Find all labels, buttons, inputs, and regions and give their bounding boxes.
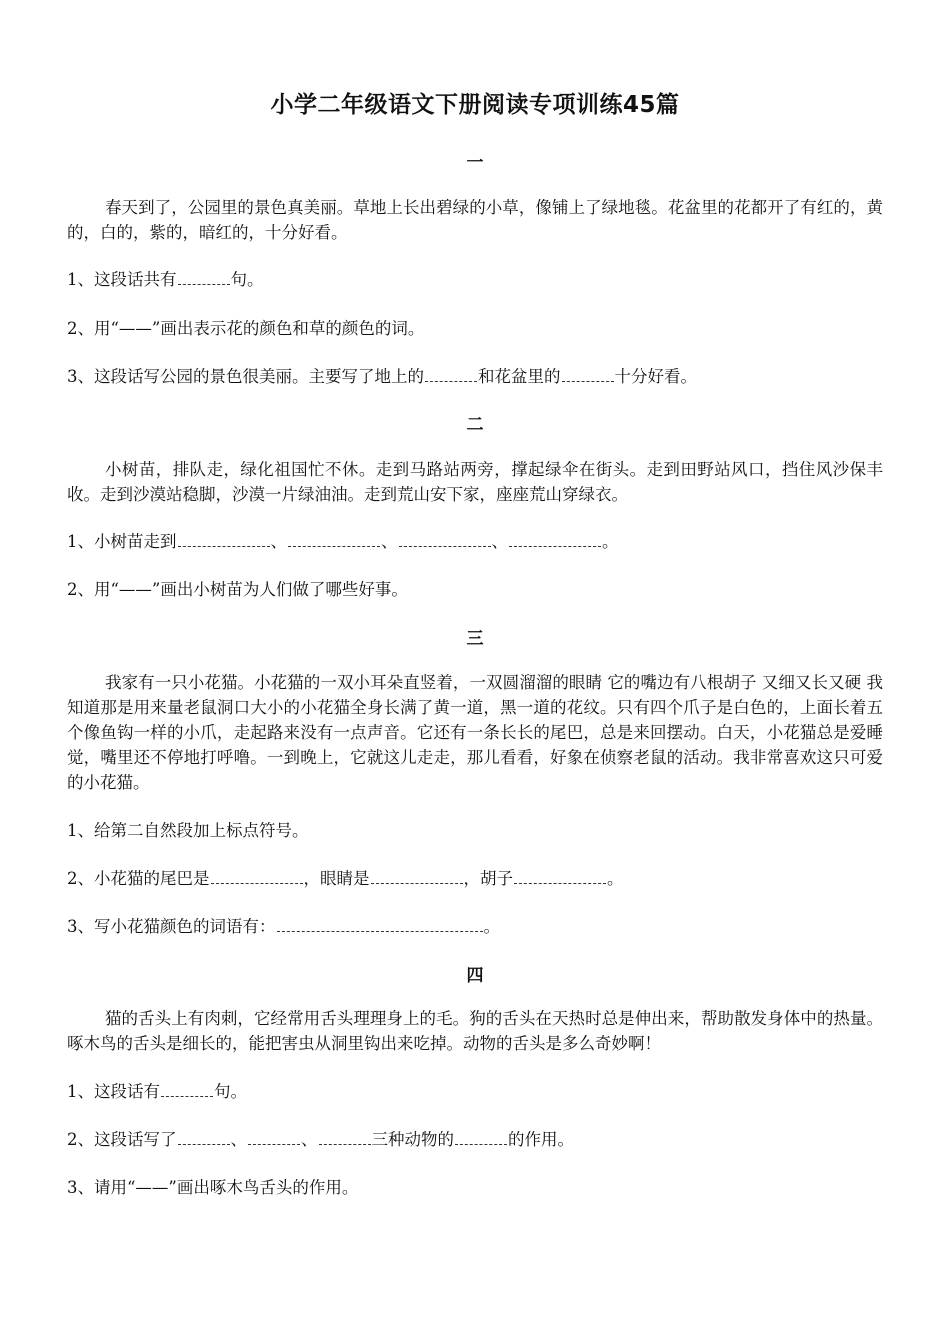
section-1-question-3 bbox=[67, 364, 883, 389]
answer-blank[interactable] bbox=[509, 545, 601, 547]
question-text: 的作用。 bbox=[508, 1130, 574, 1149]
question-text: 3、这段话写公园的景色很美丽。主要写了地上的 bbox=[67, 367, 424, 386]
answer-blank[interactable] bbox=[288, 545, 380, 547]
answer-blank[interactable] bbox=[211, 882, 303, 884]
section-2-paragraph: 小树苗，排队走，绿化祖国忙不休。走到马路站两旁，撑起绿伞在街头。走到田野站风口，挡住风沙保丰收。走到沙漠站稳脚，沙漠一片绿油油。走到荒山安下家，座座荒山穿绿衣。 bbox=[67, 460, 883, 504]
answer-blank[interactable] bbox=[248, 1143, 300, 1145]
question-text: 2、小花猫的尾巴是 bbox=[67, 869, 210, 888]
question-text: 。 bbox=[483, 917, 500, 936]
section-heading-2: 二 bbox=[466, 415, 484, 435]
question-text: 3、写小花猫颜色的词语有： bbox=[67, 917, 276, 936]
separator: 、 bbox=[270, 532, 287, 551]
answer-blank[interactable] bbox=[178, 545, 270, 547]
separator: 、 bbox=[381, 532, 398, 551]
separator: 、 bbox=[230, 1130, 247, 1149]
section-4-question-3: 3、请用“——”画出啄木鸟舌头的作用。 bbox=[67, 1178, 359, 1197]
question-text: ，眼睛是 bbox=[303, 869, 370, 888]
question-text: 句。 bbox=[230, 270, 264, 289]
section-3-question-3 bbox=[67, 914, 883, 939]
section-3-paragraph: 我家有一只小花猫。小花猫的一双小耳朵直竖着，一双圆溜溜的眼睛 它的嘴边有八根胡子 又细又长又硬 我知道那是用来量老鼠洞口大小的小花猫全身长满了黄一道，黑一道的花纹。只有四个爪子是白色的，上面长着五个像鱼钩一样的小爪，走起路来没有一点声音。它还有一条长长的尾巴，总是来回摆动。白天，小花猫总是爱睡觉，嘴里还不停地打呼噜。一到晚上，它就这儿走走，那儿看看，好象在侦察老鼠的活动。我非常喜欢这只可爱的小花猫。 bbox=[67, 673, 883, 792]
separator: 、 bbox=[301, 1130, 318, 1149]
section-2-question-2: 2、用“——”画出小树苗为人们做了哪些好事。 bbox=[67, 580, 408, 599]
question-text: 2、这段话写了 bbox=[67, 1130, 177, 1149]
section-heading-3: 三 bbox=[466, 629, 484, 649]
question-text: 1、这段话有 bbox=[67, 1082, 160, 1101]
answer-blank[interactable] bbox=[562, 380, 614, 382]
answer-blank[interactable] bbox=[178, 283, 230, 285]
question-text: ，胡子 bbox=[463, 869, 513, 888]
question-text: 。 bbox=[607, 869, 624, 888]
answer-blank[interactable] bbox=[425, 380, 477, 382]
section-2-question-1 bbox=[67, 529, 883, 554]
answer-blank[interactable] bbox=[161, 1095, 213, 1097]
question-text: 1、这段话共有 bbox=[67, 270, 177, 289]
answer-blank[interactable] bbox=[178, 1143, 230, 1145]
section-1-paragraph: 春天到了，公园里的景色真美丽。草地上长出碧绿的小草，像铺上了绿地毯。花盆里的花都开了有红的，黄的，白的，紫的，暗红的，十分好看。 bbox=[67, 198, 883, 242]
answer-blank[interactable] bbox=[514, 882, 606, 884]
question-text: 和花盆里的 bbox=[478, 367, 561, 386]
question-text: 1、小树苗走到 bbox=[67, 532, 177, 551]
question-text: 三种动物的 bbox=[371, 1130, 454, 1149]
section-4-question-2 bbox=[67, 1127, 883, 1152]
answer-blank[interactable] bbox=[277, 930, 483, 932]
separator: 、 bbox=[491, 532, 508, 551]
answer-blank[interactable] bbox=[371, 882, 463, 884]
section-1-question-2: 2、用“——”画出表示花的颜色和草的颜色的词。 bbox=[67, 319, 425, 338]
answer-blank[interactable] bbox=[455, 1143, 507, 1145]
section-1-question-1 bbox=[67, 267, 883, 292]
document-title: 小学二年级语文下册阅读专项训练45篇 bbox=[270, 92, 680, 118]
answer-blank[interactable] bbox=[319, 1143, 371, 1145]
section-heading-4: 四 bbox=[466, 966, 484, 986]
section-3-question-2 bbox=[67, 866, 883, 891]
question-text: 。 bbox=[602, 532, 619, 551]
answer-blank[interactable] bbox=[399, 545, 491, 547]
section-4-question-1 bbox=[67, 1079, 883, 1104]
question-text: 十分好看。 bbox=[614, 367, 697, 386]
question-text: 句。 bbox=[214, 1082, 247, 1101]
section-4-paragraph: 猫的舌头上有肉刺，它经常用舌头理理身上的毛。狗的舌头在天热时总是伸出来，帮助散发身体中的热量。啄木鸟的舌头是细长的，能把害虫从洞里钩出来吃掉。动物的舌头是多么奇妙啊！ bbox=[67, 1009, 883, 1053]
section-3-question-1: 1、给第二自然段加上标点符号。 bbox=[67, 821, 309, 840]
section-heading-1: 一 bbox=[466, 153, 484, 173]
